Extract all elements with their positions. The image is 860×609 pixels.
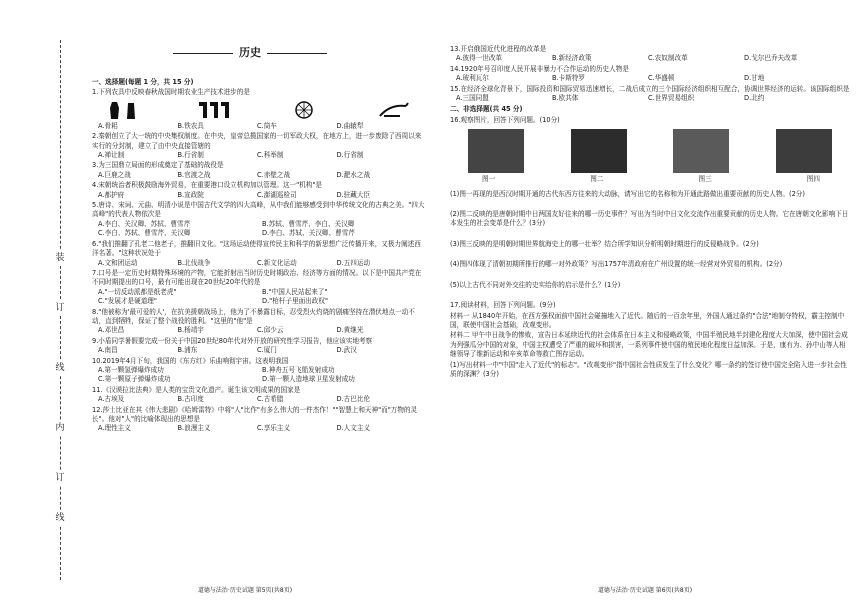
option: A.玻利瓦尔 [456,74,489,83]
canton-trade-photo [776,129,832,173]
option: D.古巴比伦 [336,395,371,404]
option: C.邱少云 [257,326,284,335]
q15-options [450,94,850,103]
option: C.农奴制改革 [648,54,688,63]
option: A.禅让制 [98,151,125,160]
option: A.理性主义 [98,424,131,433]
binding-margin [0,0,78,609]
left-content [92,76,426,434]
q16-captions [450,173,850,188]
section-heading: 一、选择题(每题 1 分，共 15 分) [92,78,194,86]
option: B.新经济政策 [552,54,592,63]
option: D.行省制 [336,151,364,160]
page-footer: 道德与法治·历史试题 第6页(共8页) [597,586,693,594]
question-2: 2.秦朝创立了大一统的中央集权制度。在中央，皇帝总揽国家的一切军政大权，在地方上，进一步废除了西周以来实行的分封制，建立了由中央直接管辖的 [92,132,422,150]
option: C.筒车 [257,121,277,130]
option: D.淝水之战 [336,170,371,179]
answer-space [450,199,850,209]
binding-word: 订 [52,470,68,486]
question-8: 8."他被称为'最可爱的人'，在抗美援朝战场上，他为了不暴露目标，忍受烈火灼烧的剧痛坚持在潜伏地点一动不动，直到牺牲，保证了整个战役的胜利。"这里的"他"是 [92,307,415,325]
page-footer: 道德与法治·历史试题 第5页(共8页) [197,586,293,594]
option: B.杨靖宇 [177,326,204,335]
option: C.厦门 [257,346,277,355]
option: B.古印度 [177,395,204,404]
material-2: 材料二 甲午中日战争的惨败，宣告日本延续近代的社会体系在日本主义和侵略政策，中国半殖民地半封建化程度大大加深，使中国社会成为列强瓜分中国的对象，中国主权遭受了严重的破坏和损害，一系列事件使中国的殖民地化程度日益加深。于是，康有为、孙中山等人相继领导了维新运动和辛亥革命等救亡图存运动。 [450,331,848,359]
option: B.铁农具 [177,121,204,130]
option: C.古希腊 [257,395,284,404]
q11-options [92,395,426,404]
q1-illustrations [92,98,426,122]
question-17: 17.阅读材料，回答下列问题。(9分) [450,301,556,310]
option: A.古埃及 [98,395,125,404]
question-16-4: (4)图四体现了清朝初期所推行的哪一对外政策？写出1757年清政府在广州设置的统一经营对外贸易的机构。(2分) [450,260,783,269]
question-11: 11.《汉谟拉比法典》是人类的宝贵文化遗产。诞生该文明成果的国家是 [92,385,301,394]
option: A.都护府 [98,190,125,199]
water-wheel-icon [286,100,322,120]
question-13: 13.开启俄国近代化进程的改革是 [450,45,547,53]
q7-options [92,288,426,307]
option: B.浪漫主义 [177,424,211,433]
option: B.卡斯特罗 [552,74,585,83]
question-12: 12.莎士比亚在其《伟大悲剧》《哈姆雷特》中将"人"比作"有多么伟大的一件杰作！""智慧上和天神"而"万物的灵长"。他对"人"的比喻体现出的思想是 [92,405,418,423]
option: A.彼得一世改革 [456,54,503,63]
option: A.巨鹿之战 [98,170,131,179]
section-heading: 二、非选择题(共 45 分) [450,105,523,114]
option: D.武汉 [336,346,357,355]
q13-options [450,54,850,63]
image-caption: 图一 [482,175,496,184]
q9-options [92,346,426,355]
option: C.科举制 [257,151,284,160]
option: A.骨耜 [98,121,118,130]
question-6: 6."我们推翻了孔老二他老子，推翻旧文化。"这场运动使得宣传民主和科学的新思想广泛传播开来，又极力阐述西洋名著。"这种状况处于 [92,239,421,258]
question-4: 4.宋朝统治者积极鼓励海外贸易，在重要港口设立机构加以管理。这一"机构"是 [92,181,322,190]
q16-images [450,125,850,173]
question-1: 1.下列农具中反映春秋战国时期农业生产技术进步的是 [92,88,250,97]
right-content [450,44,850,379]
image-caption: 图二 [590,175,604,184]
option: B."中国人民站起来了" [262,287,328,296]
answer-space [450,229,850,239]
option: B.神舟五号飞船发射成功 [262,365,335,374]
option: B.行省制 [177,151,204,160]
image-caption: 图三 [698,175,712,184]
bone-spade-icon [106,100,142,120]
answer-space [450,290,850,300]
option: A.文和团运动 [98,258,138,267]
silk-road-photo [468,129,524,173]
option: C.澎湖巡检司 [257,190,297,199]
option: D.第一颗人造地球卫星发射成功 [262,375,355,384]
option: A."一切反动派都是纸老虎" [98,287,177,296]
option: C.赤壁之战 [257,170,291,179]
question-16-2: (2)图二反映的是唐朝时期中日两国友好往来的哪一历史事件？写出为当时中日文化交流作出重要贡献的历史人物。它在唐朝文化影响下日本发生的社会变革是什么？(3分) [450,210,849,228]
jianzhen-voyage-photo [571,129,627,173]
option: C.新文化运动 [257,258,297,267]
question-15: 15.在经济全球化背景下，国际投资和国际贸易迅速增长，二战后成立的三个国际经济组织相互配合，协调世界经济的运转。该国际组织是 [450,84,850,93]
option: D.甘地 [744,74,765,83]
option: C.李白、苏轼、曹雪芹、关汉卿 [98,229,191,238]
binding-word: 装 [52,250,68,266]
option: D.驻藏大臣 [336,190,371,199]
q10-options [92,366,426,385]
binding-word: 内 [52,420,68,436]
question-16: 16.观察图片，回答下列问题。(10分) [450,115,560,124]
option: C.华盛顿 [648,74,675,83]
question-9: 9.小盾同学暑假要完成一份关于中国20世纪80年代对外开放的研究性学习报告，他应该实地考察 [92,336,373,345]
question-16-3: (3)图三反映的是明朝时期世界航海史上的哪一壮举？结合所学知识分析明朝时期进行的反侵略战争。(2分) [450,239,759,248]
option: A.三国同盟 [456,94,489,103]
iron-tool-icon [196,100,232,120]
question-3: 3.为三国鼎立局面的形成奠定了基础的战役是 [92,161,224,170]
q12-options [92,424,426,433]
q3-options [92,171,426,180]
option: B.苏轼、曹雪芹、李白、关汉卿 [262,219,355,228]
q5-options [92,220,426,239]
option: B.宣政院 [177,190,204,199]
option: A.南昌 [98,346,118,355]
option: A.李白、关汉卿、苏轼、曹雪芹 [98,219,191,228]
question-17-1: (1)写出材料一中"中国"走入了近代"的标志"。"改观变形"指中国社会性质发生了什么变化？哪一条约的签订使中国完全陷入进一步社会性质的深渊？(3分) [450,360,847,378]
option: D.黄继光 [336,326,364,335]
question-16-5: (5)以上古代不同对外交往的史实给你的启示是什么？(1分) [450,280,621,289]
q8-options [92,326,426,335]
q1-options [92,122,426,131]
option: A.邓世昌 [98,326,125,335]
q6-options [92,259,426,268]
q4-options [92,191,426,200]
option: B.欧共体 [552,94,579,103]
option: C.世界贸易组织 [648,94,695,103]
option: D.李白、苏轼、关汉卿、曹雪芹 [262,229,355,238]
answer-space [450,270,850,280]
image-caption: 图四 [806,175,820,184]
option: C."发展才是硬道理" [98,297,157,306]
question-16-1: (1)图一再现的是西汉时期开通的古代东西方往来的大动脉，请写出它的名称和为开通此路做出重要贡献的历史人物。(2分) [450,189,805,198]
answer-space [450,249,850,259]
option: C.享乐主义 [257,424,291,433]
option: D.戈尔巴乔夫改革 [744,54,798,63]
curved-plough-icon [376,100,412,120]
binding-word: 线 [52,510,68,526]
option: D.五四运动 [336,258,371,267]
question-5: 5.唐诗、宋词、元曲、明清小说是中国古代文学的四大高峰，从中我们能够感受到中华传统文化的古典之美。"四大高峰"的代表人物依次是 [92,201,425,219]
option: B.北伐战争 [177,258,211,267]
option: A.第一颗氢弹爆炸成功 [98,365,164,374]
q14-options [450,74,850,83]
binding-word: 线 [52,360,68,376]
option: D.北约 [744,94,765,103]
material-1: 材料一 从1840年开始，在西方强权面前中国社会碰撞地入了近代。随后的一百余年里，外国人通过条约"合法"地制夺特权，霸主控制中国，联使中国社会基础，改观变形。 [450,311,845,329]
page-title: 历史 [150,48,350,57]
q2-options [92,151,426,160]
question-7: 7.口号是一定历史时期特殊环境的产物，它能折射出当时历史时期政治、经济等方面的情况。以下是中国共产党在不同时期提出的口号，最有可能出现在20世纪20年代的是 [92,268,422,287]
zheng-he-ship-photo [673,129,729,173]
option: D.曲辕犁 [336,121,364,130]
right-page [430,0,860,609]
option: B.官渡之战 [177,170,211,179]
option: D.人文主义 [336,424,371,433]
option: D."枪杆子里面出政权" [262,297,328,306]
question-14: 14.1920年号召印度人民开展非暴力不合作运动的历史人物是 [450,64,629,73]
option: B.浦东 [177,346,198,355]
option: C.第一颗原子弹爆炸成功 [98,375,171,384]
binding-word: 订 [52,300,68,316]
question-10: 10.2019年4月下旬，我国的《东方红》乐曲响彻宇宙。这表明我国 [92,356,289,365]
